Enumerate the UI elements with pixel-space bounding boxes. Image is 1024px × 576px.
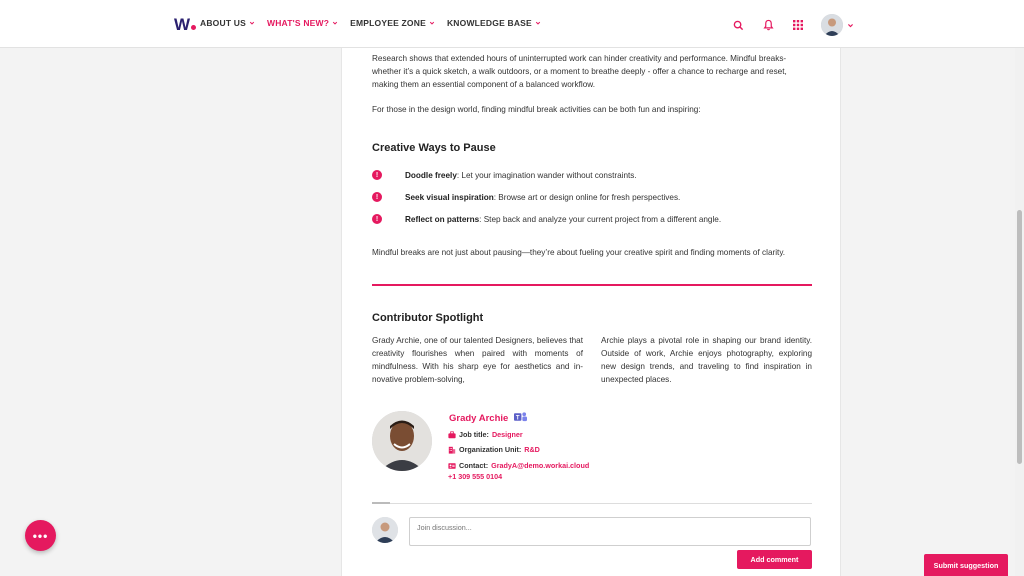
bullet-bold: Seek visual inspiration — [405, 192, 494, 202]
nav-whats-new-label: WHAT'S NEW? — [267, 18, 330, 28]
contact-phone-link[interactable]: +1 309 555 0104 — [448, 472, 503, 481]
top-navigation-bar — [0, 0, 1024, 48]
chevron-down-icon — [249, 20, 255, 26]
nav-about-us-label: ABOUT US — [200, 18, 246, 28]
section-divider — [372, 284, 812, 286]
search-icon[interactable] — [730, 17, 746, 33]
nav-knowledge-base-label: KNOWLEDGE BASE — [446, 18, 532, 28]
chevron-down-icon[interactable] — [847, 22, 854, 29]
bullet-text: : Browse art or design online for fresh perspectives. — [493, 192, 681, 202]
apps-grid-icon[interactable] — [790, 17, 806, 33]
commenter-avatar — [372, 517, 398, 543]
job-title-row — [448, 430, 523, 439]
exclamation-icon: ! — [372, 170, 382, 180]
contact-label: Contact: — [459, 461, 489, 470]
nav-about-us[interactable] — [200, 18, 255, 28]
nav-knowledge-base[interactable] — [447, 18, 541, 28]
spotlight-columns — [372, 334, 812, 386]
nav-employee-zone-label: EMPLOYEE ZONE — [350, 18, 426, 28]
bullet-bold: Reflect on patterns — [405, 214, 480, 224]
exclamation-icon: ! — [372, 192, 382, 202]
org-unit-label: Organization Unit: — [459, 445, 522, 454]
chevron-down-icon — [429, 20, 435, 26]
main-nav — [200, 18, 541, 28]
bullet-list — [372, 164, 812, 230]
spotlight-column: Archie plays a pivotal role in shaping our brand identity. Outside of work, Archie enjoys photography, exploring new design trends, and traveling to find inspiration in unexpected places. — [601, 336, 812, 384]
spotlight-column: Grady Archie, one of our talented Designers, believes that creativity flourishes when paired with moments of mindfulness. With his sharp eye for aesthetics and innovative problem-solving, — [372, 336, 583, 384]
contact-row — [448, 461, 589, 470]
org-unit-value: R&D — [524, 445, 540, 454]
building-icon — [448, 446, 456, 454]
user-avatar[interactable] — [821, 14, 843, 36]
workai-logo[interactable]: W — [174, 15, 196, 35]
more-dots-icon: ••• — [32, 528, 49, 543]
exclamation-icon: ! — [372, 214, 382, 224]
job-title-label: Job title: — [459, 430, 489, 439]
profile-card — [372, 409, 812, 499]
page-scrollbar[interactable] — [1015, 0, 1024, 576]
more-options-button[interactable] — [25, 520, 56, 551]
article-paragraph: Mindful breaks are not just about pausing—they’re about fueling your creative spirit and finding moments of clarity. — [372, 248, 786, 257]
nav-whats-new[interactable] — [267, 18, 338, 28]
bullet-text: : Let your imagination wander without constraints. — [456, 170, 637, 180]
scrollbar-thumb[interactable] — [1017, 210, 1022, 464]
article-panel — [341, 48, 841, 576]
nav-employee-zone[interactable] — [350, 18, 435, 28]
add-comment-button[interactable]: Add comment — [737, 550, 812, 569]
article-paragraph: For those in the design world, finding mindful break activities can be both fun and inspiring: — [372, 105, 701, 114]
bullet-text: : Step back and analyze your current project from a different angle. — [479, 214, 722, 224]
contact-email-link[interactable]: GradyA@demo.workai.cloud — [491, 461, 590, 470]
comments-divider — [372, 503, 812, 504]
header-actions — [730, 14, 854, 36]
section-heading: Creative Ways to Pause — [372, 142, 496, 154]
profile-photo[interactable] — [372, 411, 432, 471]
submit-suggestion-button[interactable]: Submit suggestion — [924, 554, 1008, 576]
list-item — [372, 186, 812, 208]
teams-icon[interactable] — [514, 411, 527, 423]
article-paragraph: Research shows that extended hours of uninterrupted work can hinder creativity and performance. Mindful breaks- whether it’s a quick sketch, a walk outdoors, or a moment to breathe deeply - offer a chance to recharge and reset, making them an essential component of a balanced workflow. — [372, 54, 787, 89]
svg-text:T: T — [515, 415, 520, 422]
chevron-down-icon — [535, 20, 541, 26]
comment-input[interactable] — [409, 517, 811, 546]
bell-icon[interactable] — [760, 17, 776, 33]
section-heading: Contributor Spotlight — [372, 312, 484, 324]
contact-card-icon — [448, 462, 456, 470]
list-item — [372, 208, 812, 230]
job-title-value: Designer — [491, 430, 523, 439]
bullet-bold: Doodle freely — [405, 170, 457, 180]
org-unit-row — [448, 445, 540, 454]
chevron-down-icon — [332, 20, 338, 26]
list-item — [372, 164, 812, 186]
profile-name[interactable]: Grady Archie — [449, 413, 509, 424]
briefcase-icon — [448, 431, 456, 439]
